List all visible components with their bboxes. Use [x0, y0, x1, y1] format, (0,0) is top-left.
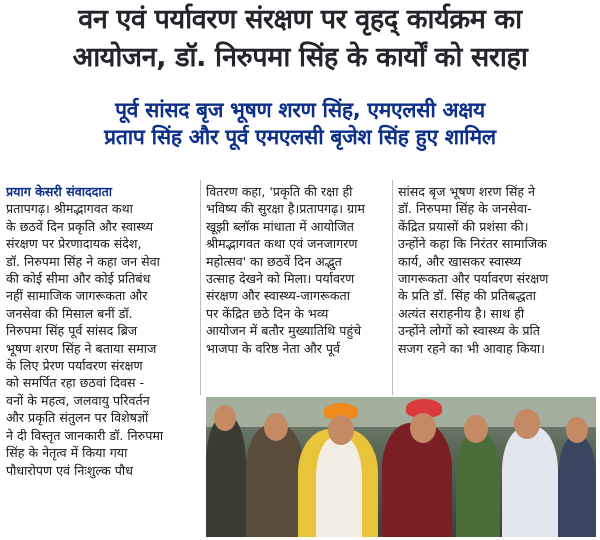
column-2-line: महोत्सव' का छठवें दिन अद्भुत	[206, 253, 342, 269]
photo-person	[246, 425, 304, 537]
column-2-line: भविष्य की सुरक्षा है।प्रतापगढ़। ग्राम	[206, 201, 365, 217]
photo-person-head	[464, 415, 488, 443]
column-1-line: संरक्षण पर प्रेरणादायक संदेश,	[6, 236, 142, 252]
column-3-line: केंद्रित प्रयासों की प्रशंसा की।	[398, 218, 529, 234]
column-1-line: को समर्पित रहा छठवां दिवस -	[6, 375, 145, 391]
column-2-line: श्रीमद्भागवत कथा एवं जनजागरण	[206, 236, 358, 252]
column-1-line: पौधारोपण एवं निःशुल्क पौध	[6, 462, 133, 478]
article-column-1	[6, 183, 196, 479]
column-1-line: निरुपमा सिंह पूर्व सांसद ब्रिज	[6, 323, 138, 339]
column-3-line: अत्यंत सराहनीय है। साथ ही	[398, 305, 525, 321]
column-2-line: भाजपा के वरिष्ठ नेता और पूर्व	[206, 340, 341, 356]
subheadline-line-2: प्रताप सिंह और पूर्व एमएलसी बृजेश सिंह हुए शामिल	[104, 125, 496, 149]
column-1-line: नहीं सामाजिक जागरूकता और	[6, 288, 148, 304]
column-1-line: ने दी विस्तृत जानकारी डॉ. निरुपमा	[6, 427, 164, 443]
photo-person-head	[410, 413, 436, 443]
column-1-line: वनों के महत्व, जलवायु परिवर्तन	[6, 392, 150, 408]
byline: प्रयाग केसरी संवाददाता	[6, 184, 113, 199]
news-photo	[206, 397, 596, 537]
photo-person	[502, 427, 558, 537]
photo-person	[206, 417, 246, 537]
column-2-line: पर केंद्रित छठे दिन के भव्य	[206, 305, 329, 321]
column-1-line: प्रतापगढ़। श्रीमद्भागवत कथा	[6, 201, 133, 217]
column-3-line: उन्होंने कहा कि निरंतर सामाजिक	[398, 236, 547, 252]
column-1-line: और प्रकृति संतुलन पर विशेषज्ञों	[6, 410, 149, 426]
photo-person	[558, 437, 596, 537]
column-3-line: सजग रहने का भी आवाह किया।	[398, 340, 545, 356]
column-3-line: उन्होंने लोगों को स्वास्थ्य के प्रति	[398, 323, 540, 339]
column-divider-2	[392, 180, 393, 395]
column-1-line: के लिए प्रेरण पर्यावरण संरक्षण	[6, 358, 143, 374]
headline-line-1: वन एवं पर्यावरण संरक्षण पर वृहद् कार्यक्रम का	[78, 4, 522, 35]
column-3-line: सांसद बृज भूषण शरण सिंह ने	[398, 184, 536, 199]
column-1-line: भूषण शरण सिंह ने बताया समाज	[6, 340, 157, 356]
column-2-line: खूझी ब्लॉक मांधाता में आयोजित	[206, 218, 354, 234]
column-2-line: संरक्षण और स्वास्थ्य-जागरूकता	[206, 288, 350, 304]
headline-line-2: आयोजन, डॉ. निरुपमा सिंह के कार्यों को सराहा	[72, 42, 528, 73]
column-1-line: की कोई सीमा और कोई प्रतिबंध	[6, 271, 151, 287]
column-1-line: जनसेवा की मिसाल बनीं डॉ.	[6, 305, 133, 321]
subheadline-line-1: पूर्व सांसद बृज भूषण शरण सिंह, एमएलसी अक्षय	[115, 98, 485, 122]
column-3-line: डॉ. निरुपमा सिंह के जनसेवा-	[398, 201, 532, 217]
column-1-line: के छठवें दिन प्रकृति और स्वास्थ्य	[6, 218, 154, 234]
column-3-line: के प्रति डॉ. सिंह की प्रतिबद्धता	[398, 288, 536, 304]
photo-person-head	[214, 405, 236, 431]
column-1-line: सिंह के नेतृत्व में किया गया	[6, 445, 128, 461]
column-divider-1	[200, 180, 201, 395]
photo-person-head	[264, 413, 288, 441]
column-3-line: कार्य, और खासकर स्वास्थ्य	[398, 253, 522, 269]
column-2-line: उत्साह देखने को मिला। पर्यावरण	[206, 271, 355, 287]
article-column-2	[206, 183, 388, 357]
article-column-3	[398, 183, 594, 357]
photo-person-head	[514, 409, 540, 439]
photo-person	[316, 437, 362, 537]
column-1-line: डॉ. निरुपमा सिंह ने कहा जन सेवा	[6, 253, 160, 269]
column-3-line: जागरूकता और पर्यावरण संरक्षण	[398, 271, 549, 287]
photo-person-head	[328, 415, 354, 445]
photo-person-head	[566, 417, 588, 443]
column-2-line: वितरण कहा, 'प्रकृति की रक्षा ही	[206, 184, 353, 199]
photo-person	[456, 433, 500, 537]
column-2-line: आयोजन में बतौर मुख्यातिथि पहुंचे	[206, 323, 362, 339]
